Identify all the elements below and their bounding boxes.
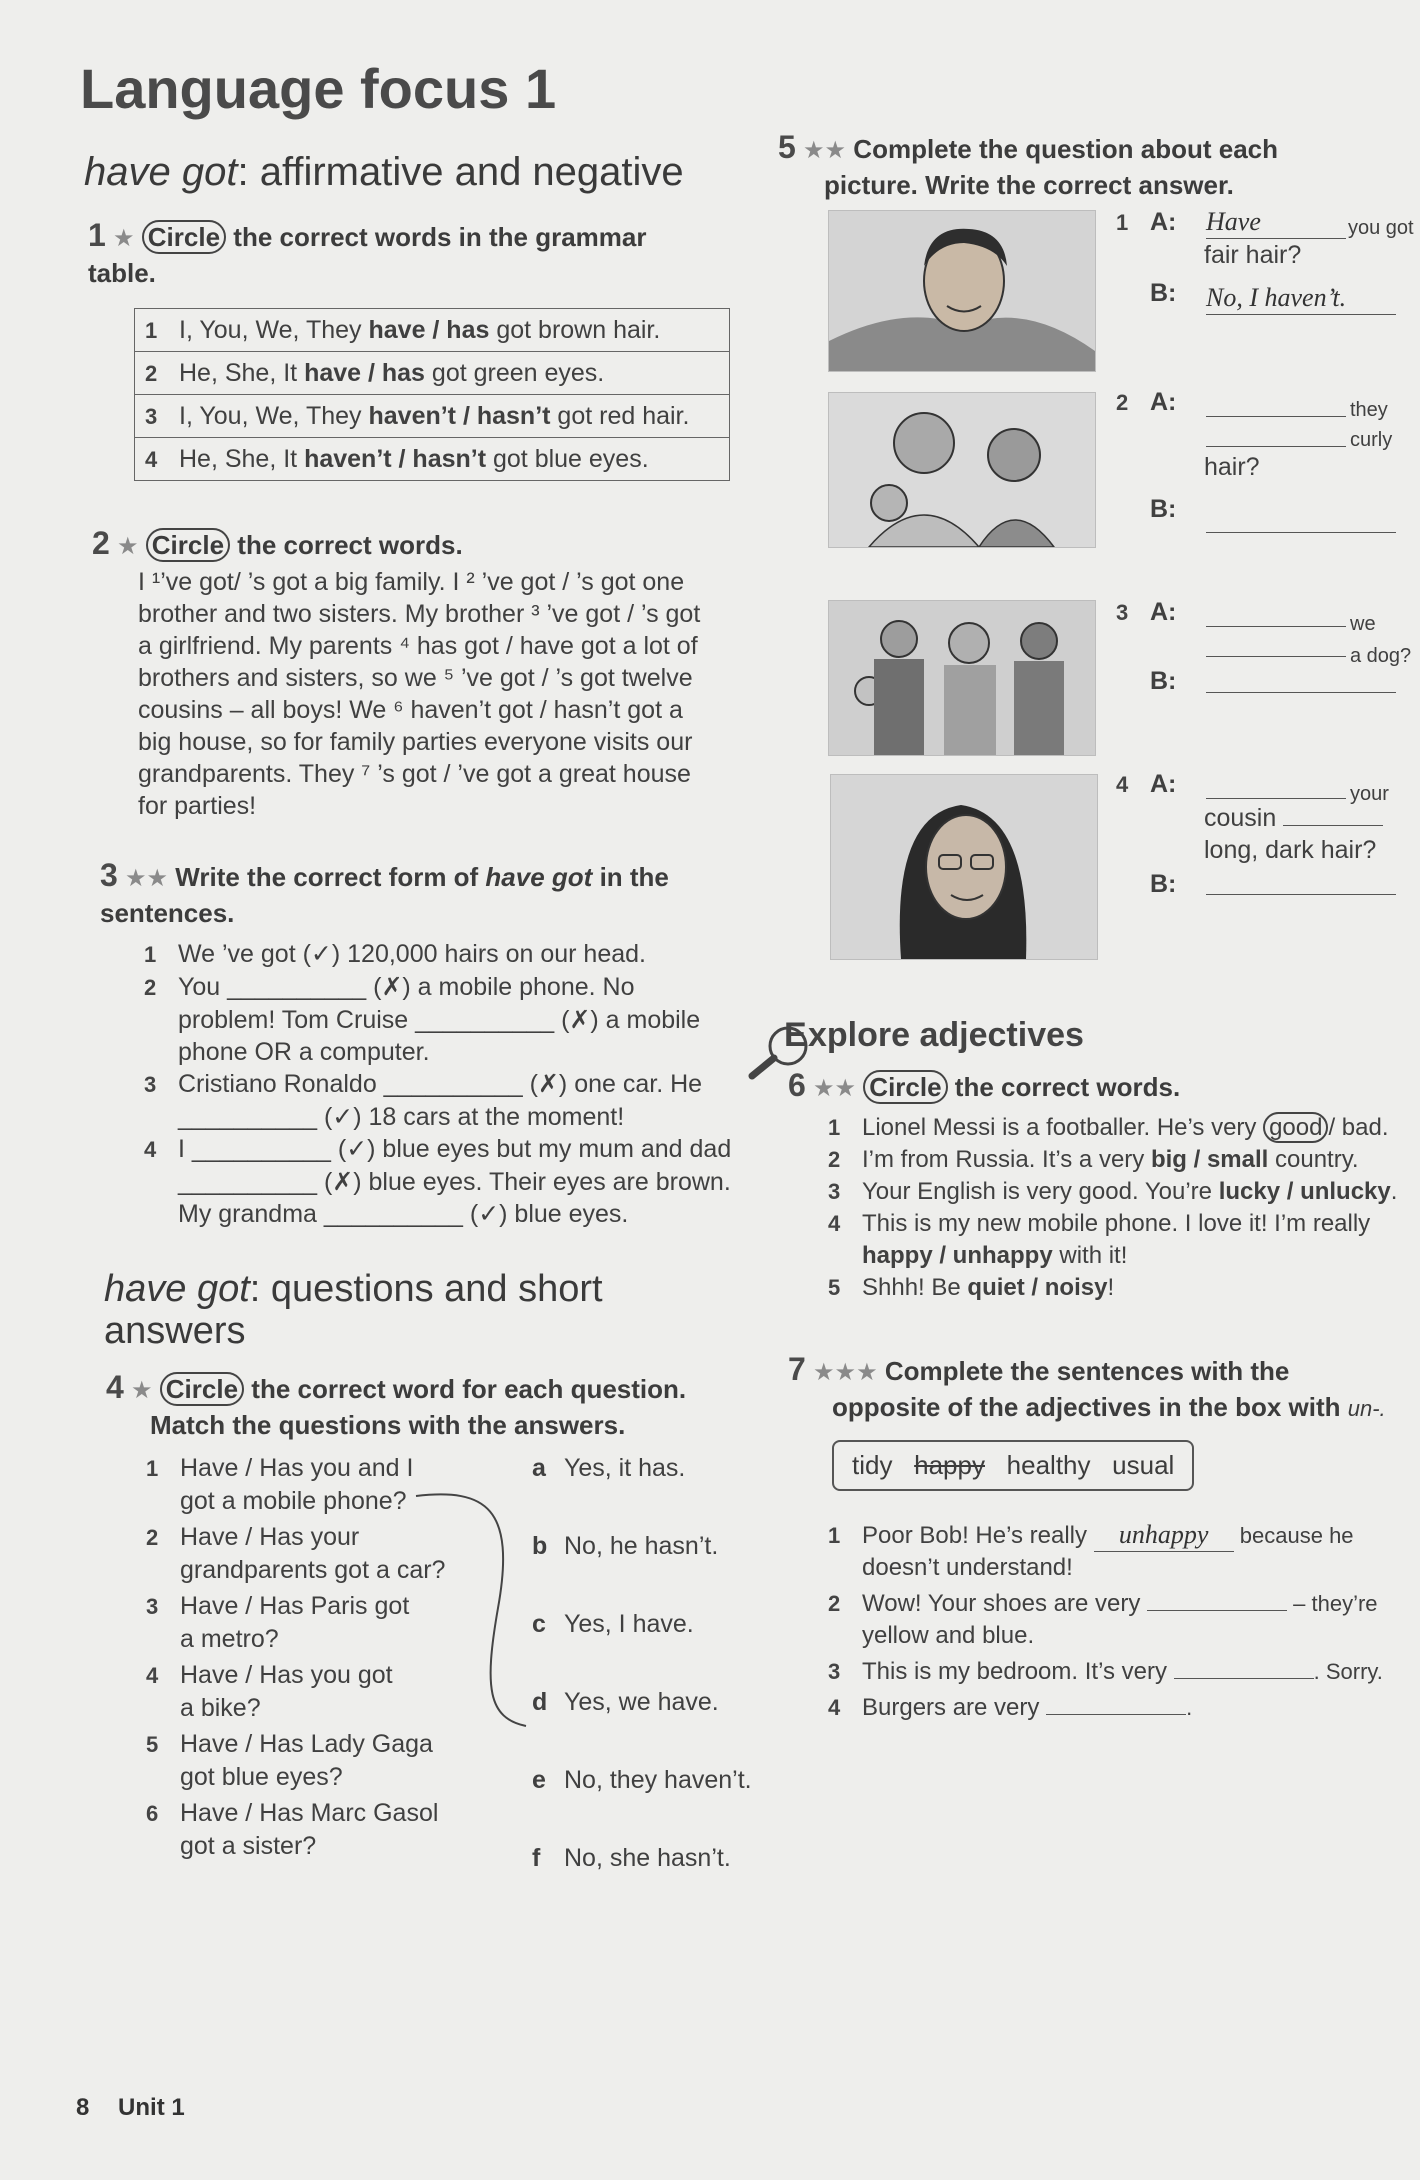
ex3-line xyxy=(178,1036,740,1068)
box-word: healthy xyxy=(1006,1450,1091,1480)
page-number: 8 xyxy=(76,2094,90,2121)
ex3-items xyxy=(144,938,740,1230)
section-heading-questions xyxy=(104,1268,744,1352)
section-heading-rest: : affirmative and negative xyxy=(237,150,684,194)
matching-line xyxy=(406,1488,536,1728)
exercise-number: 3 xyxy=(100,857,118,893)
exercise-instruction: the correct words in the grammar table. xyxy=(88,222,647,288)
sentence-text: This is my bedroom. It’s very xyxy=(862,1658,1174,1685)
item-number: 4 xyxy=(144,1137,157,1162)
answer-blank[interactable] xyxy=(1206,668,1396,693)
ex3-text: I __________ (✓) blue eyes but my mum and dad xyxy=(178,1135,732,1163)
speaker-b-label: B: xyxy=(1150,279,1177,307)
ex4-answers xyxy=(532,1452,812,1920)
section-heading-rest: : questions and short xyxy=(249,1268,603,1310)
exercise-3 xyxy=(100,858,740,1230)
picture-woman-glasses xyxy=(830,774,1098,960)
ex3-text: phone OR a computer. xyxy=(178,1038,430,1066)
ex7-item xyxy=(828,1519,1418,1584)
answer-blank[interactable] xyxy=(1206,632,1346,657)
row-options[interactable]: have / has xyxy=(368,315,490,344)
option-words[interactable]: happy / unhappy xyxy=(862,1242,1053,1269)
question-line-2: a metro? xyxy=(180,1625,279,1653)
exercise-number: 5 xyxy=(778,129,796,165)
ex3-line xyxy=(178,1004,740,1036)
ex2-line: grandparents. They ⁷ ’s got / ’ve got a great house xyxy=(138,760,691,788)
handwritten-answer: No, I haven’t. xyxy=(1206,282,1396,315)
question-line-2: grandparents got a car? xyxy=(180,1556,446,1584)
star-rating-icon: ★ xyxy=(117,533,139,560)
row-number: 3 xyxy=(145,403,158,429)
row-rest: got green eyes. xyxy=(424,358,605,387)
item-number: 3 xyxy=(828,1659,841,1684)
ex7-line-2: yellow and blue. xyxy=(862,1622,1035,1649)
question-item xyxy=(146,1728,486,1793)
ex7-line xyxy=(828,1690,1418,1724)
ex3-text: __________ (✓) 18 cars at the moment! xyxy=(178,1103,625,1131)
speaker-a-label: A: xyxy=(1150,388,1177,416)
question-part: fair hair? xyxy=(1204,241,1302,269)
answer-blank[interactable] xyxy=(1147,1586,1287,1611)
answer-letter: b xyxy=(532,1532,548,1560)
speaker-a-label: A: xyxy=(1150,598,1177,626)
ex6-item xyxy=(828,1272,1418,1304)
question-line xyxy=(146,1728,486,1761)
section-heading-italic: have got xyxy=(104,1268,250,1310)
handwritten-answer: Have xyxy=(1206,206,1346,239)
sentence-end: . xyxy=(1390,1178,1398,1205)
ex2-line: a girlfriend. My parents ⁴ has got / have got a lot of xyxy=(138,632,698,660)
ex5-item-2 xyxy=(1116,386,1416,525)
exercise-2 xyxy=(92,526,742,822)
answer-text: Yes, it has. xyxy=(564,1454,686,1482)
page-footer xyxy=(76,2094,185,2122)
exercise-instruction: the correct words. xyxy=(954,1072,1181,1102)
table-cell xyxy=(135,395,730,438)
ex3-item xyxy=(144,1068,740,1133)
row-rest: got blue eyes. xyxy=(486,444,649,473)
exercise-instruction-2: opposite of the adjectives in the box with xyxy=(832,1392,1348,1422)
row-rest: got red hair. xyxy=(550,401,690,430)
option-words[interactable]: lucky / unlucky xyxy=(1218,1178,1391,1205)
item-number: 3 xyxy=(828,1179,841,1204)
circle-label: Circle xyxy=(863,1070,947,1104)
item-number: 1 xyxy=(828,1523,841,1548)
picture-man-fair-hair xyxy=(828,210,1096,372)
handwritten-answer: unhappy xyxy=(1094,1519,1234,1552)
ex3-text: My grandma __________ (✓) blue eyes. xyxy=(178,1200,629,1228)
ex6-item xyxy=(828,1208,1418,1272)
answer-text: Yes, I have. xyxy=(564,1610,694,1638)
ex5-item-3 xyxy=(1116,596,1416,697)
ex2-line: cousins – all boys! We ⁶ haven’t got / hasn’t got a xyxy=(138,696,683,724)
exercise-instruction: the correct word for each question. xyxy=(251,1374,687,1404)
item-number: 5 xyxy=(146,1732,159,1757)
circle-label: Circle xyxy=(160,1372,244,1406)
answer-blank[interactable] xyxy=(1046,1690,1186,1715)
answer-letter: d xyxy=(532,1688,548,1716)
row-number: 2 xyxy=(145,360,158,386)
ex7-line-2: doesn’t understand! xyxy=(862,1554,1073,1581)
item-number: 3 xyxy=(146,1594,159,1619)
table-row xyxy=(135,309,730,352)
ex3-item xyxy=(144,971,740,1068)
exercise-7 xyxy=(788,1352,1418,1726)
answer-letter: c xyxy=(532,1610,546,1638)
exercise-number: 1 xyxy=(88,217,106,253)
item-number: 3 xyxy=(1116,600,1129,625)
explore-initial: E xyxy=(784,1016,807,1054)
exercise-instruction-2: picture. Write the correct answer. xyxy=(824,170,1234,200)
item-number: 4 xyxy=(146,1663,159,1688)
item-number: 1 xyxy=(144,942,157,967)
question-line-2: got blue eyes? xyxy=(180,1763,343,1791)
table-row xyxy=(135,395,730,438)
sentence-end: . xyxy=(1186,1695,1193,1720)
ex2-text xyxy=(138,566,742,822)
item-number: 4 xyxy=(828,1211,841,1236)
page-title: Language focus 1 xyxy=(80,57,557,120)
table-cell xyxy=(135,438,730,481)
instruction-suffix: un-. xyxy=(1347,1396,1386,1421)
ex3-line xyxy=(178,1198,740,1230)
sentence-text: Lionel Messi is a footballer. He’s very xyxy=(862,1114,1264,1141)
answer-item xyxy=(532,1530,812,1608)
answer-blank[interactable] xyxy=(1174,1654,1314,1679)
star-rating-icon: ★ xyxy=(131,1377,153,1404)
exercise-number: 4 xyxy=(106,1369,124,1405)
ex2-line: brothers and sisters, so we ⁵ ’ve got / ’s got twelve xyxy=(138,664,693,692)
answer-item xyxy=(532,1452,812,1530)
answer-blank[interactable] xyxy=(1206,508,1396,533)
row-options[interactable]: haven’t / hasn’t xyxy=(304,444,487,473)
star-rating-icon: ★★ xyxy=(803,137,847,164)
answer-item xyxy=(532,1608,812,1686)
row-rest: got brown hair. xyxy=(489,315,661,344)
item-number: 5 xyxy=(828,1275,841,1300)
ex2-line: I ¹’ve got/ ’s got a big family. I ² ’ve got / ’s got one xyxy=(138,568,685,596)
ex6-item xyxy=(828,1176,1418,1208)
question-part: we xyxy=(1350,613,1376,635)
word-box xyxy=(832,1440,1194,1491)
question-line-2: got a mobile phone? xyxy=(180,1487,407,1515)
ex3-text: problem! Tom Cruise __________ (✗) a mobile xyxy=(178,1006,701,1034)
speaker-b-label: B: xyxy=(1150,495,1177,523)
ex7-item xyxy=(828,1586,1418,1652)
ex7-line xyxy=(828,1586,1418,1620)
question-part: you got xyxy=(1348,217,1414,239)
answer-item xyxy=(532,1764,812,1842)
speaker-b-label: B: xyxy=(1150,667,1177,695)
exercise-6 xyxy=(788,1068,1418,1304)
explore-title: xplore adjectives xyxy=(808,1016,1084,1054)
sentence-end: – they’re xyxy=(1287,1591,1378,1616)
question-line xyxy=(146,1452,486,1485)
question-options[interactable]: Have / Has Lady Gaga xyxy=(180,1730,433,1758)
option-words[interactable]: big / small xyxy=(1150,1146,1269,1173)
sentence-text: I’m from Russia. It’s a very xyxy=(862,1146,1151,1173)
speaker-a-label: A: xyxy=(1150,208,1177,236)
exercise-5 xyxy=(778,130,1418,202)
item-number: 2 xyxy=(144,975,157,1000)
exercise-instruction: Complete the sentences with the xyxy=(884,1356,1290,1386)
item-number: 6 xyxy=(146,1801,159,1826)
item-number: 1 xyxy=(828,1115,841,1140)
ex7-line xyxy=(828,1654,1418,1688)
picture-family-with-dog xyxy=(828,600,1096,756)
instruction-part: Write the correct form of xyxy=(175,862,486,892)
circle-label: Circle xyxy=(142,220,226,254)
ex3-line xyxy=(178,1166,740,1198)
table-row xyxy=(135,352,730,395)
exercise-instruction: Complete the question about each xyxy=(853,134,1279,164)
section-heading-affirmative xyxy=(84,150,684,195)
exercise-number: 2 xyxy=(92,525,110,561)
table-row xyxy=(135,438,730,481)
sentence-text: This is my new mobile phone. I love it! I’m really xyxy=(862,1210,1371,1237)
speaker-a-label: A: xyxy=(1150,770,1177,798)
item-number: 3 xyxy=(144,1072,157,1097)
exercise-instruction: the correct words. xyxy=(237,530,463,560)
answer-blank[interactable] xyxy=(1206,602,1346,627)
section-heading-line2: answers xyxy=(104,1310,246,1352)
speaker-b-label: B: xyxy=(1150,870,1177,898)
row-subject: I, You, We, They xyxy=(179,401,369,430)
sentence-text: Shhh! Be xyxy=(862,1274,968,1301)
ex3-line xyxy=(144,971,740,1004)
answer-blank[interactable] xyxy=(1206,774,1346,799)
row-number: 1 xyxy=(145,317,158,343)
answer-letter: a xyxy=(532,1454,546,1482)
ex2-line: for parties! xyxy=(138,792,257,820)
question-part: a dog? xyxy=(1350,645,1412,667)
row-options[interactable]: haven’t / hasn’t xyxy=(368,401,551,430)
question-part: cousin xyxy=(1204,804,1277,832)
ex7-item xyxy=(828,1654,1418,1688)
table-cell xyxy=(135,352,730,395)
star-rating-icon: ★ xyxy=(113,225,135,252)
ex5-item-4 xyxy=(1116,768,1416,900)
ex3-text: __________ (✗) blue eyes. Their eyes are brown. xyxy=(178,1168,731,1196)
box-word: tidy xyxy=(852,1450,893,1480)
section-heading-italic: have got xyxy=(84,150,238,194)
sentence-text: Your English is very good. You’re xyxy=(862,1178,1219,1205)
answer-blank[interactable] xyxy=(1206,422,1346,447)
item-number: 4 xyxy=(1116,772,1129,797)
ex3-line xyxy=(178,1101,740,1133)
ex5-item-1 xyxy=(1116,206,1416,312)
star-rating-icon: ★★ xyxy=(813,1075,857,1102)
ex3-line xyxy=(144,938,740,971)
row-subject: He, She, It xyxy=(179,358,305,387)
unit-label: Unit 1 xyxy=(118,2094,185,2121)
ex6-item xyxy=(828,1112,1418,1144)
item-number: 1 xyxy=(1116,210,1129,235)
answer-blank[interactable] xyxy=(1206,392,1346,417)
row-number: 4 xyxy=(145,446,158,472)
item-number: 1 xyxy=(146,1456,159,1481)
table-cell xyxy=(135,309,730,352)
ex3-text: Cristiano Ronaldo __________ (✗) one car. He xyxy=(178,1070,703,1098)
item-number: 2 xyxy=(146,1525,159,1550)
question-line xyxy=(146,1797,486,1830)
answer-text: No, she hasn’t. xyxy=(564,1844,731,1872)
question-part: they xyxy=(1350,399,1388,421)
grammar-table xyxy=(134,308,730,481)
exercise-1 xyxy=(88,218,708,481)
ex3-item xyxy=(144,1133,740,1230)
item-number: 2 xyxy=(828,1591,841,1616)
star-rating-icon: ★★ xyxy=(125,865,169,892)
circle-label: Circle xyxy=(146,528,230,562)
question-options[interactable]: Have / Has you and I xyxy=(180,1454,414,1482)
sentence-text: Burgers are very xyxy=(862,1694,1047,1721)
sentence-text: Poor Bob! He’s really xyxy=(862,1522,1094,1549)
box-word: usual xyxy=(1112,1450,1175,1480)
box-word-used: happy xyxy=(914,1450,985,1480)
question-part: your xyxy=(1350,783,1389,805)
option-words[interactable]: good xyxy=(1263,1112,1328,1143)
question-options[interactable]: Have / Has Marc Gasol xyxy=(180,1799,439,1827)
row-subject: I, You, We, They xyxy=(179,315,369,344)
row-options[interactable]: have / has xyxy=(304,358,425,387)
question-options[interactable]: Have / Has your xyxy=(180,1523,360,1551)
answer-item xyxy=(532,1842,812,1920)
question-line-2: got a sister? xyxy=(180,1832,317,1860)
sentence-end: with it! xyxy=(1052,1242,1128,1269)
answer-text: No, he hasn’t. xyxy=(564,1532,719,1560)
answer-letter: e xyxy=(532,1766,546,1794)
exercise-number: 7 xyxy=(788,1351,806,1387)
item-number: 4 xyxy=(828,1695,841,1720)
exercise-4 xyxy=(106,1369,786,1872)
sentence-end: ! xyxy=(1107,1274,1115,1301)
answer-item xyxy=(532,1686,812,1764)
exercise-instruction-2: Match the questions with the answers. xyxy=(150,1410,626,1440)
answer-text: Yes, we have. xyxy=(564,1688,719,1716)
sentence-text: Wow! Your shoes are very xyxy=(862,1590,1148,1617)
answer-letter: f xyxy=(532,1844,541,1872)
ex6-items xyxy=(828,1112,1418,1304)
question-part: long, dark hair? xyxy=(1204,836,1377,864)
option-words[interactable]: quiet / noisy xyxy=(967,1274,1108,1301)
item-number: 2 xyxy=(828,1147,841,1172)
item-number: 2 xyxy=(1116,390,1129,415)
instruction-italic: have got xyxy=(485,862,593,892)
picture-family-curly-hair xyxy=(828,392,1096,548)
ex2-line: brother and two sisters. My brother ³ ’ve got / ’s got xyxy=(138,600,701,628)
row-subject: He, She, It xyxy=(179,444,305,473)
ex2-line: big house, so for family parties everyone visits our xyxy=(138,728,693,756)
question-part: hair? xyxy=(1204,453,1260,481)
question-part: curly xyxy=(1350,429,1393,451)
ex3-line xyxy=(144,1133,740,1166)
star-rating-icon: ★★★ xyxy=(813,1359,878,1386)
ex3-line xyxy=(144,1068,740,1101)
sentence-end: . Sorry. xyxy=(1313,1659,1383,1684)
ex3-text: You __________ (✗) a mobile phone. No xyxy=(178,973,635,1001)
sentence-end: / bad. xyxy=(1328,1114,1389,1141)
question-options[interactable]: Have / Has Paris got xyxy=(180,1592,410,1620)
answer-text: No, they haven’t. xyxy=(564,1766,752,1794)
ex6-item xyxy=(828,1144,1418,1176)
exercise-number: 6 xyxy=(788,1067,806,1103)
sentence-end: because he xyxy=(1233,1523,1354,1548)
ex7-line xyxy=(828,1519,1418,1552)
answer-blank[interactable] xyxy=(1206,870,1396,895)
sentence-end: country. xyxy=(1268,1146,1359,1173)
ex3-text: We ’ve got (✓) 120,000 hairs on our head. xyxy=(178,940,646,968)
question-item xyxy=(146,1797,486,1862)
ex7-items xyxy=(828,1519,1418,1724)
question-options[interactable]: Have / Has you got xyxy=(180,1661,393,1689)
instruction-part: in the sentences. xyxy=(100,862,669,928)
ex7-item xyxy=(828,1690,1418,1724)
ex3-item xyxy=(144,938,740,971)
question-line-2: a bike? xyxy=(180,1694,261,1722)
